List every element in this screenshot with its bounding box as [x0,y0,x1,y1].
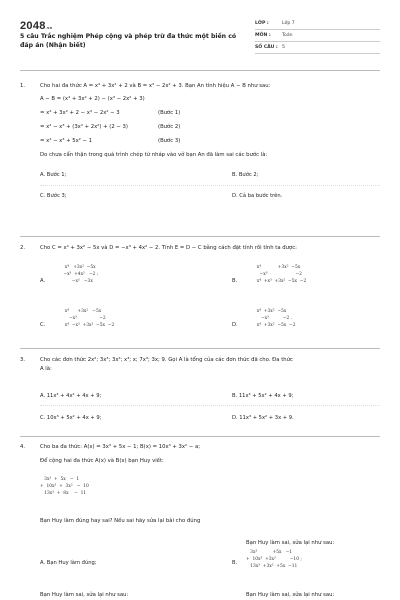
option-c[interactable]: C. [40,322,46,328]
option-d[interactable]: D. [232,322,238,328]
question-1 [20,82,380,232]
option-a[interactable]: A. 11x³ + 4x² + 4x + 9; [40,393,102,399]
meta-info [255,18,380,54]
question-4 [20,443,380,600]
question-text: Để cộng hai đa thức A(x) và B(x) bạn Huy viết: [40,458,164,464]
option-d-heading: Bạn Huy làm sai, sửa lại như sau: [246,592,335,598]
option-b-math: x⁴ +3x² −5x −x³ −2 x⁴ +x³ +3x² −5x −2 [256,265,307,284]
step-line: A − B = (x⁴ + 3x² + 2) − (x³ − 2x² + 3) [40,96,145,102]
option-b-math: 3x³ +5x −1 + 10x³ +3x² −10 ; 13x³ +3x² +5x −11 [246,550,302,569]
option-b[interactable]: B. [232,278,238,284]
option-a[interactable]: A. Bạn Huy làm đúng; [40,560,97,566]
option-c[interactable]: C. 10x³ + 5x² + 4x + 9; [40,415,102,421]
question-text: Cho C = x⁴ + 3x² − 5x và D = −x³ + 4x² − 2. Tính E = D − C bằng cách đặt tính rồi tính ta được: [40,245,297,251]
question-3 [20,356,380,432]
option-b[interactable]: B. [232,560,238,566]
step-line: = x⁴ − x³ + 5x² − 1 [40,138,93,144]
option-c[interactable]: C. Bước 3; [40,193,67,199]
step-label: (Bước 1) [158,110,181,116]
divider [20,236,380,237]
meta-row: MÔN : Toán [255,30,380,42]
question-2 [20,244,380,344]
question-text: Cho hai đa thức A = x⁴ + 3x² + 2 và B = x³ − 2x² + 3. Bạn An tính hiệu A − B như sau: [40,83,271,89]
question-number: 3. [20,357,26,363]
step-label: (Bước 3) [158,138,181,144]
question-text: Cho các đơn thức 2x²; 3x³; 3x²; x³; x; 7x³; 3x; 9. Gọi A là tổng của các đơn thức đã cho. Đa thức [40,357,293,363]
divider [20,70,380,71]
step-line: = x⁴ + 3x² + 2 − x³ − 2x² − 3 [40,110,120,116]
divider [20,436,380,437]
meta-row: LỚP : Lớp 7 [255,18,380,30]
option-a-math: x⁴ +3x² −5x −x³ +4x² −2 ; −x³ −3x [63,265,99,284]
option-d[interactable]: D. 11x³ + 5x² + 3x + 9. [232,415,294,421]
question-number: 4. [20,444,26,450]
logo-suffix: .vn [45,25,53,30]
option-b[interactable]: B. Bước 2; [232,172,259,178]
meta-row: SỐ CÂU : 5 [255,42,380,54]
question-text: Bạn Huy làm đúng hay sai? Nếu sai hãy sửa lại bài cho đúng [40,518,201,524]
page-title: 5 câu Trắc nghiệm Phép cộng và phép trừ đa thức một biến có đáp án (Nhận biết) [20,33,237,49]
question-text: Cho ba đa thức: A(x) = 3x³ + 5x − 1; B(x) = 10x³ + 3x² − a; [40,444,200,450]
question-text: Do chưa cẩn thận trong quá trình chép từ nháp vào vở bạn An đã làm sai các bước là: [40,152,268,158]
divider [20,348,380,349]
option-b[interactable]: B. 11x³ + 5x² + 4x + 9; [232,393,294,399]
question-text: A là: [40,366,52,372]
step-line: = x⁴ − x³ + (3x² + 2x²) + (2 − 3) [40,124,128,130]
logo-text: 2048 [20,20,46,32]
option-c-heading: Bạn Huy làm sai, sửa lại như sau: [40,592,129,598]
question-number: 1. [20,83,26,89]
step-label: (Bước 2) [158,124,181,130]
question-number: 2. [20,245,26,251]
option-d-math: x⁴ +3x² −5x −x³ −2 . x⁴ +3x² −5x −2 [256,309,296,328]
option-b-heading: Bạn Huy làm sai, sửa lại như sau: [246,540,335,546]
option-a[interactable]: A. Bước 1; [40,172,67,178]
option-d[interactable]: D. Cả ba bước trên. [232,193,283,199]
option-a[interactable]: A. [40,278,46,284]
option-c-math: x⁴ +3x² −5x −x³ −2 x⁴ −x³ +3x² −5x −2 [64,309,115,328]
huy-work: 3x³ + 5x − 1 + 10x³ + 3x² − 10 13x³ + 8x − 11 [40,477,89,496]
